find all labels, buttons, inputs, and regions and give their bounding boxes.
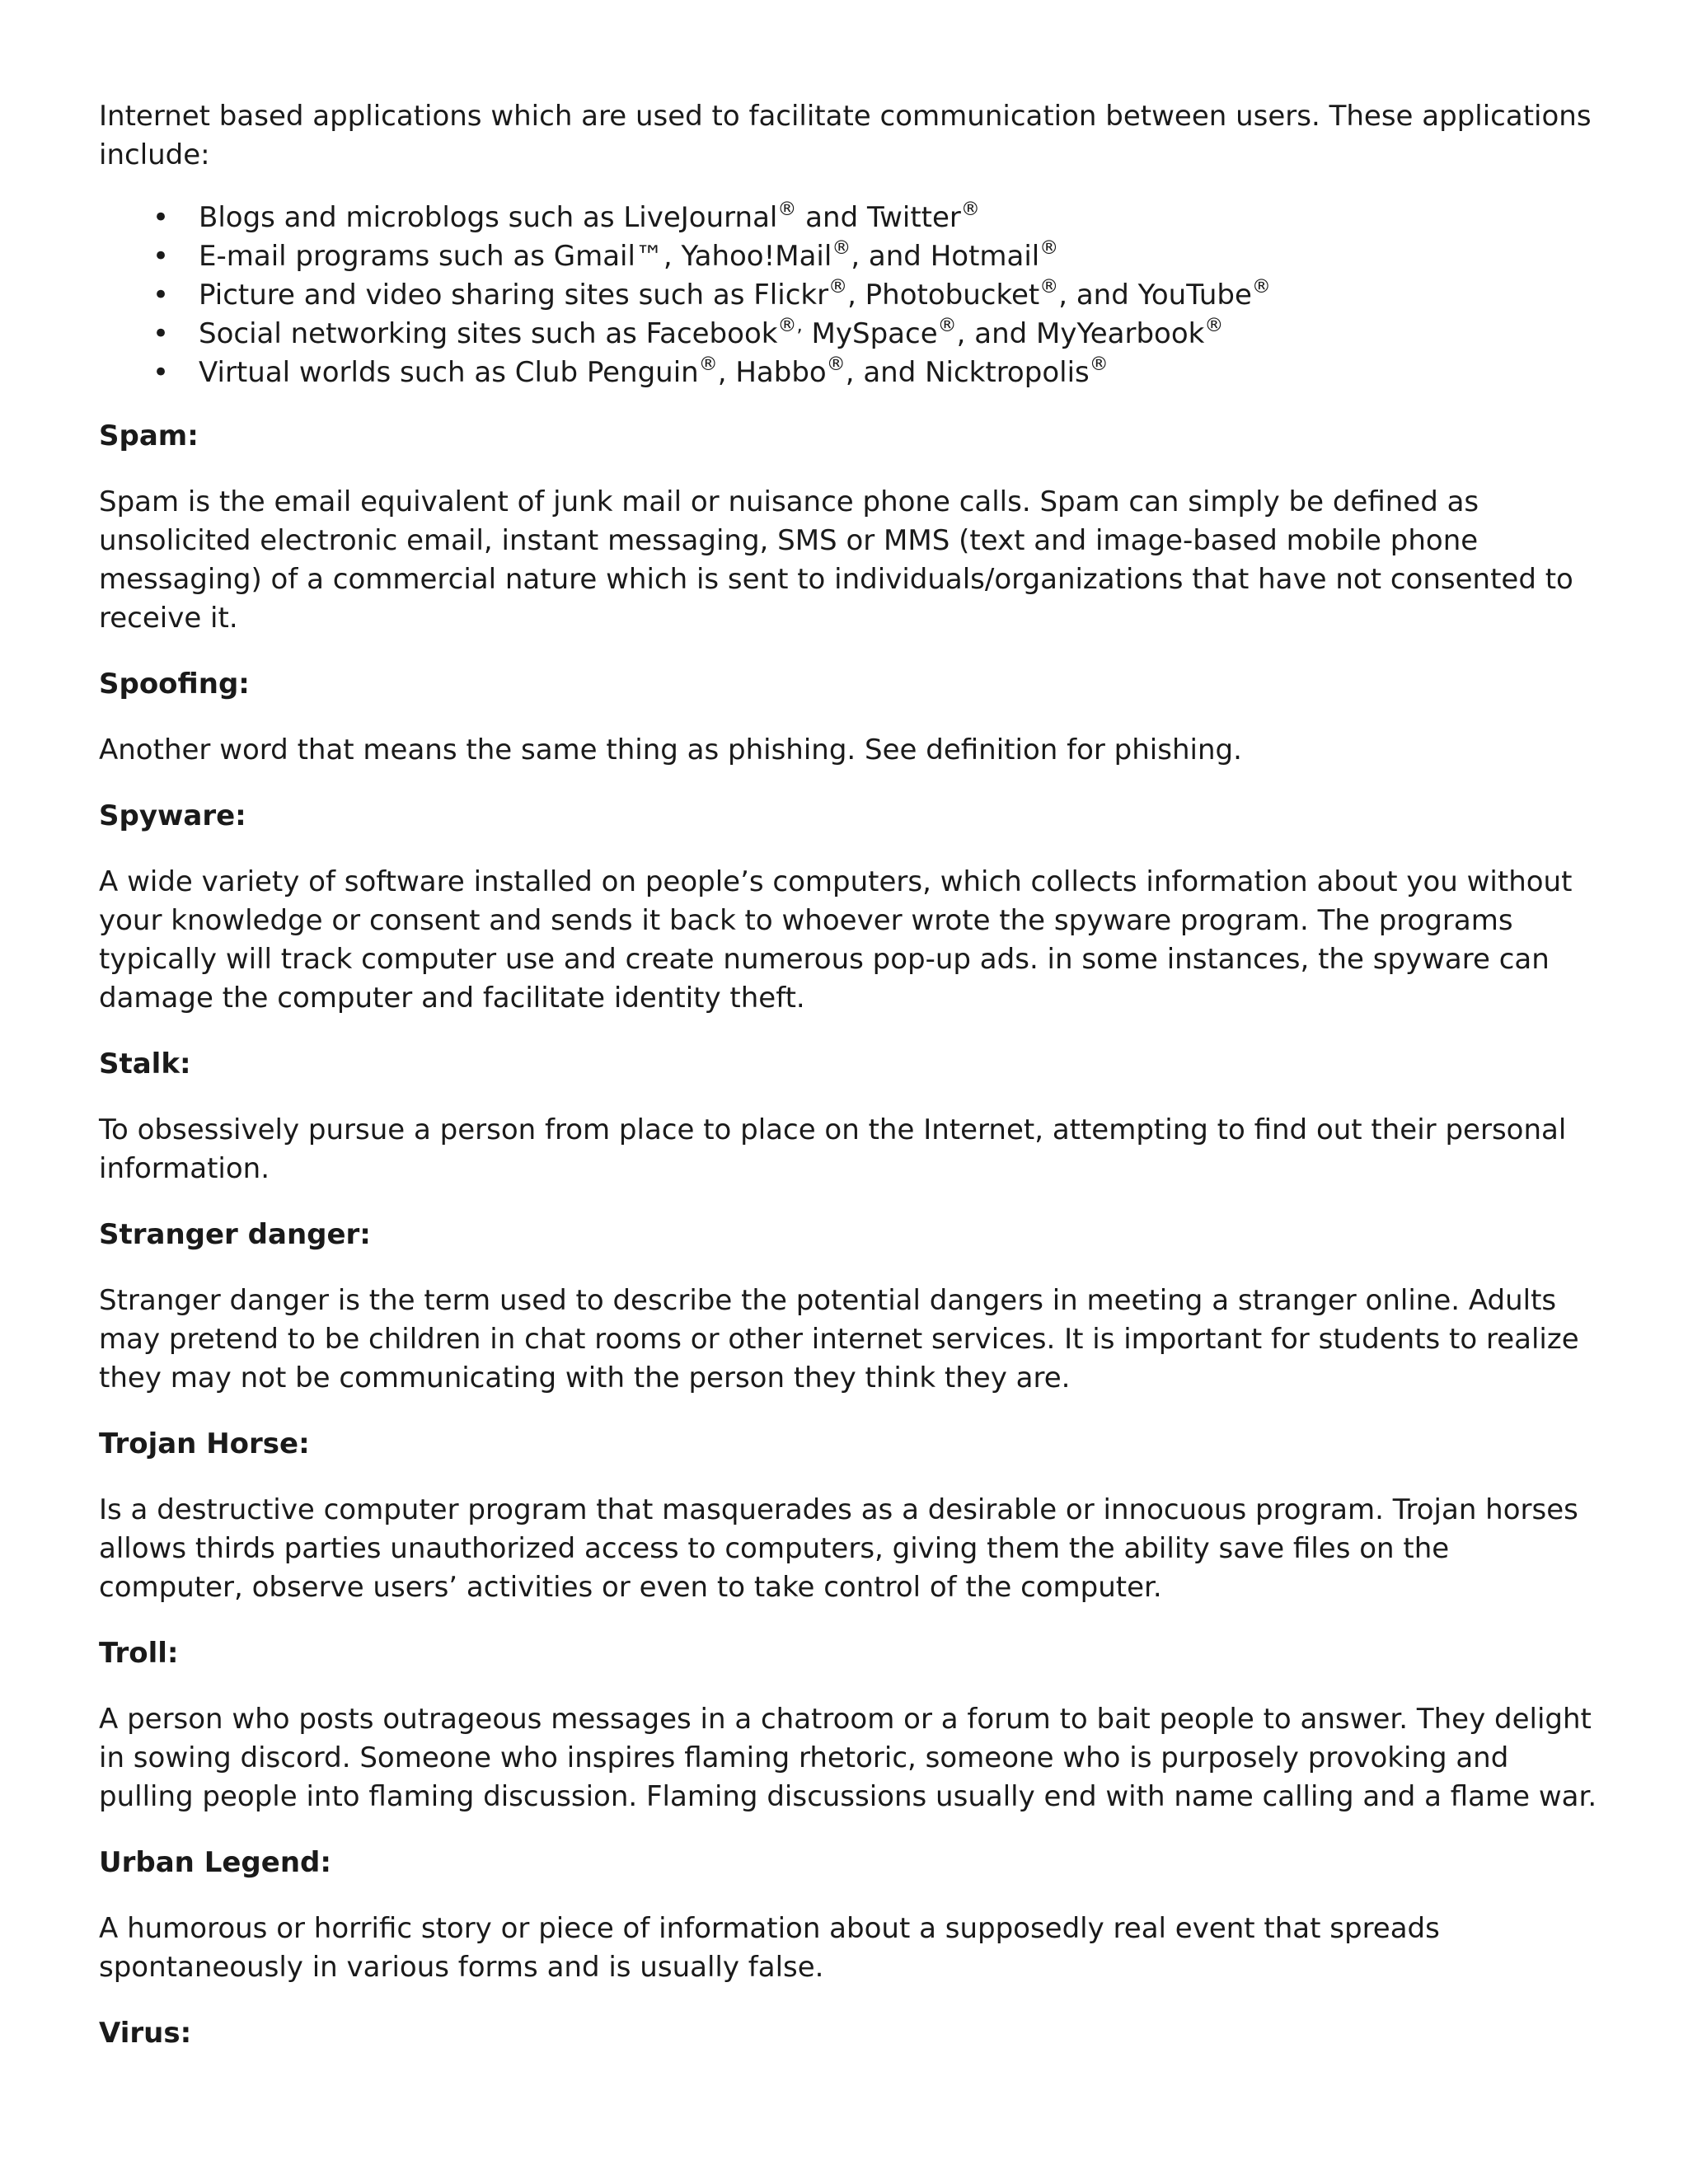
list-item-text: , and Hotmail bbox=[851, 240, 1040, 273]
glossary-term: Urban Legend: bbox=[99, 1846, 331, 1879]
list-item-text: Social networking sites such as Facebook bbox=[199, 317, 778, 350]
glossary-definition: To obsessively pursue a person from place to place on the Internet, attempting to find out their personal information. bbox=[99, 1113, 1567, 1185]
trademark-mark: ® bbox=[1251, 275, 1271, 298]
glossary-term: Spyware: bbox=[99, 799, 246, 832]
application-list bbox=[99, 199, 1599, 392]
document-page bbox=[99, 97, 1599, 2080]
glossary-entries bbox=[99, 417, 1599, 2053]
trademark-mark: ®, bbox=[777, 314, 803, 336]
list-item-text: Blogs and microblogs such as LiveJournal bbox=[199, 201, 778, 234]
list-item-text: , Habbo bbox=[717, 356, 827, 389]
trademark-mark: ® bbox=[1204, 314, 1224, 336]
glossary-definition: A humorous or horrific story or piece of information about a supposedly real event that spreads spontaneously in various forms and is usually false. bbox=[99, 1912, 1440, 1984]
trademark-mark: ® bbox=[1089, 353, 1109, 375]
intro-paragraph: Internet based applications which are used to facilitate communication between users. These applications include: bbox=[99, 100, 1592, 171]
trademark-mark: ® bbox=[960, 198, 980, 220]
application-list-item bbox=[99, 276, 1599, 315]
application-list-item bbox=[99, 199, 1599, 237]
bullet-icon: • bbox=[152, 317, 170, 350]
bullet-icon: • bbox=[152, 279, 170, 312]
glossary-term: Virus: bbox=[99, 2017, 192, 2050]
glossary-definition: Is a destructive computer program that masquerades as a desirable or innocuous program. Trojan horses allows thirds parties unauthorized access to computers, giving them the ability save files on the computer, observe users’ activities or even to take control of the computer. bbox=[99, 1493, 1578, 1604]
glossary-definition: Stranger danger is the term used to describe the potential dangers in meeting a stranger online. Adults may pretend to be children in chat rooms or other internet services. It is important for students to realize they may not be communicating with the person they think they are. bbox=[99, 1284, 1579, 1394]
trademark-mark: ® bbox=[832, 237, 851, 259]
glossary-term: Spoofing: bbox=[99, 668, 250, 701]
application-list-item bbox=[99, 354, 1599, 392]
glossary-definition: Another word that means the same thing as phishing. See definition for phishing. bbox=[99, 733, 1242, 766]
bullet-icon: • bbox=[152, 201, 170, 234]
list-item-text: , Photobucket bbox=[847, 279, 1040, 312]
trademark-mark: ® bbox=[777, 198, 797, 220]
glossary-term: Trojan Horse: bbox=[99, 1427, 310, 1460]
trademark-mark: ® bbox=[826, 353, 846, 375]
glossary-definition: Spam is the email equivalent of junk mail or nuisance phone calls. Spam can simply be defined as unsolicited electronic email, instant messaging, SMS or MMS (text and image-based mobile phone messaging) of a commercial nature which is sent to individuals/organizations that have not consented to receive it. bbox=[99, 485, 1573, 635]
glossary-term: Stranger danger: bbox=[99, 1218, 371, 1251]
glossary-term: Stalk: bbox=[99, 1047, 191, 1080]
list-item-text: and Twitter bbox=[796, 201, 961, 234]
glossary-term: Troll: bbox=[99, 1637, 179, 1670]
trademark-mark: ® bbox=[828, 275, 848, 298]
list-item-text: , and Nicktropolis bbox=[845, 356, 1090, 389]
trademark-mark: ® bbox=[1039, 275, 1059, 298]
glossary-term: Spam: bbox=[99, 419, 199, 452]
list-item-text: Virtual worlds such as Club Penguin bbox=[199, 356, 699, 389]
list-item-text: , and YouTube bbox=[1058, 279, 1252, 312]
trademark-mark: ® bbox=[937, 314, 957, 336]
list-item-text: E-mail programs such as Gmail™, Yahoo!Mail bbox=[199, 240, 832, 273]
application-list-item bbox=[99, 237, 1599, 276]
glossary-definition: A wide variety of software installed on people’s computers, which collects information about you without your knowledge or consent and sends it back to whoever wrote the spyware program. The programs typically will track computer use and create numerous pop-up ads. in some instances, the spyware can damage the computer and facilitate identity theft. bbox=[99, 865, 1573, 1015]
list-item-text: , and MyYearbook bbox=[956, 317, 1205, 350]
application-list-item bbox=[99, 315, 1599, 354]
trademark-mark: ® bbox=[1039, 237, 1059, 259]
bullet-icon: • bbox=[152, 240, 170, 273]
list-item-text: Picture and video sharing sites such as Flickr bbox=[199, 279, 829, 312]
bullet-icon: • bbox=[152, 356, 170, 389]
glossary-definition: A person who posts outrageous messages in a chatroom or a forum to bait people to answer. They delight in sowing discord. Someone who inspires flaming rhetoric, someone who is purposely provoking and pulling people into flaming discussion. Flaming discussions usually end with name calling and a flame war. bbox=[99, 1703, 1597, 1813]
list-item-text: MySpace bbox=[802, 317, 938, 350]
trademark-mark: ® bbox=[698, 353, 718, 375]
